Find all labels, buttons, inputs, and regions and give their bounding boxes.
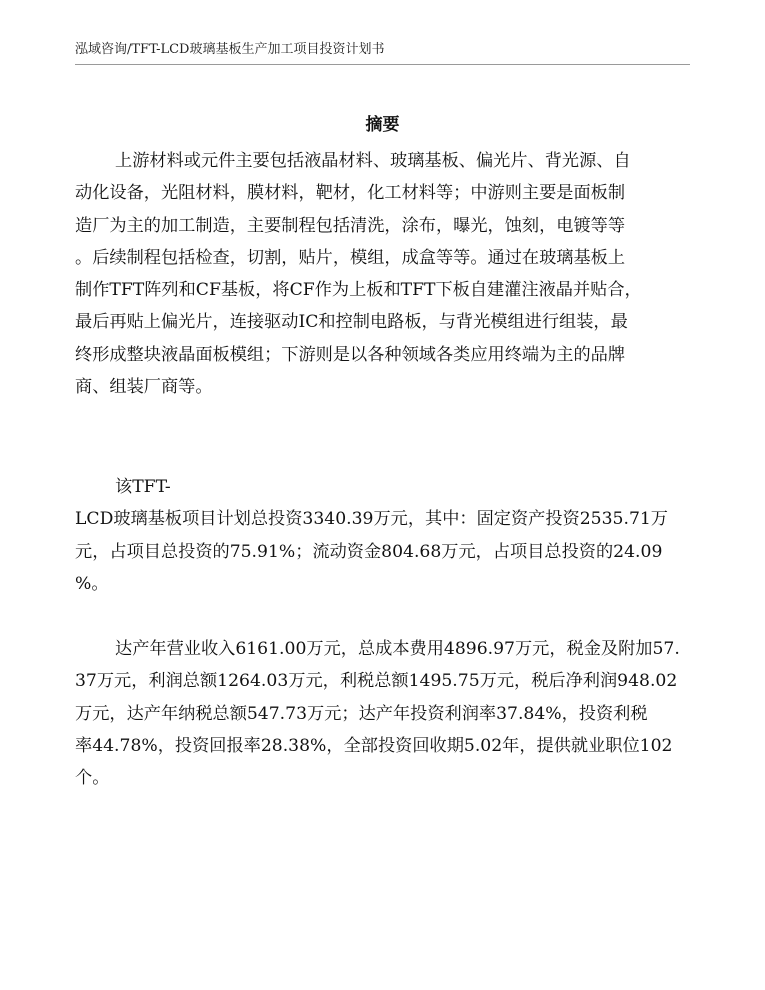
text-line: 最后再贴上偏光片，连接驱动IC和控制电路板，与背光模组进行组装，最 bbox=[75, 312, 628, 333]
section-title: 摘要 bbox=[365, 115, 400, 135]
text-line: 上游材料或元件主要包括液晶材料、玻璃基板、偏光片、背光源、自 bbox=[115, 151, 631, 171]
paragraph-revenue bbox=[75, 633, 690, 794]
paragraph-upstream bbox=[75, 145, 690, 403]
text-line: 万元，达产年纳税总额547.73万元；达产年投资利润率37.84%，投资利税 bbox=[75, 703, 648, 724]
text-line: LCD玻璃基板项目计划总投资3340.39万元，其中：固定资产投资2535.71万 bbox=[75, 509, 668, 530]
text-line: 制作TFT阵列和CF基板，将CF作为上板和TFT下板自建灌注液晶并贴合， bbox=[75, 280, 642, 301]
text-line: 个。 bbox=[75, 768, 110, 789]
text-line: 动化设备，光阻材料，膜材料，靶材，化工材料等；中游则主要是面板制 bbox=[75, 183, 626, 204]
paragraph-investment bbox=[75, 471, 690, 600]
header-divider bbox=[75, 64, 690, 65]
text-line: 终形成整块液晶面板模组；下游则是以各种领域各类应用终端为主的品牌 bbox=[75, 344, 626, 365]
text-line: 率44.78%，投资回报率28.38%，全部投资回收期5.02年，提供就业职位102 bbox=[75, 735, 673, 756]
text-line: %。 bbox=[75, 573, 109, 594]
text-line: 该TFT- bbox=[115, 477, 171, 497]
text-line: 商、组装厂商等。 bbox=[75, 377, 213, 398]
text-line: 元，占项目总投资的75.91%；流动资金804.68万元，占项目总投资的24.09 bbox=[75, 541, 663, 562]
text-line: 造厂为主的加工制造，主要制程包括清洗，涂布，曝光，蚀刻，电镀等等 bbox=[75, 215, 626, 236]
document-header: 泓域咨询/TFT-LCD玻璃基板生产加工项目投资计划书 bbox=[75, 42, 385, 57]
text-line: 。后续制程包括检查，切割，贴片，模组，成盒等等。通过在玻璃基板上 bbox=[75, 247, 626, 268]
text-line: 37万元，利润总额1264.03万元，利税总额1495.75万元，税后净利润948.02 bbox=[75, 671, 678, 692]
text-line: 达产年营业收入6161.00万元，总成本费用4896.97万元，税金及附加57. bbox=[115, 639, 680, 659]
